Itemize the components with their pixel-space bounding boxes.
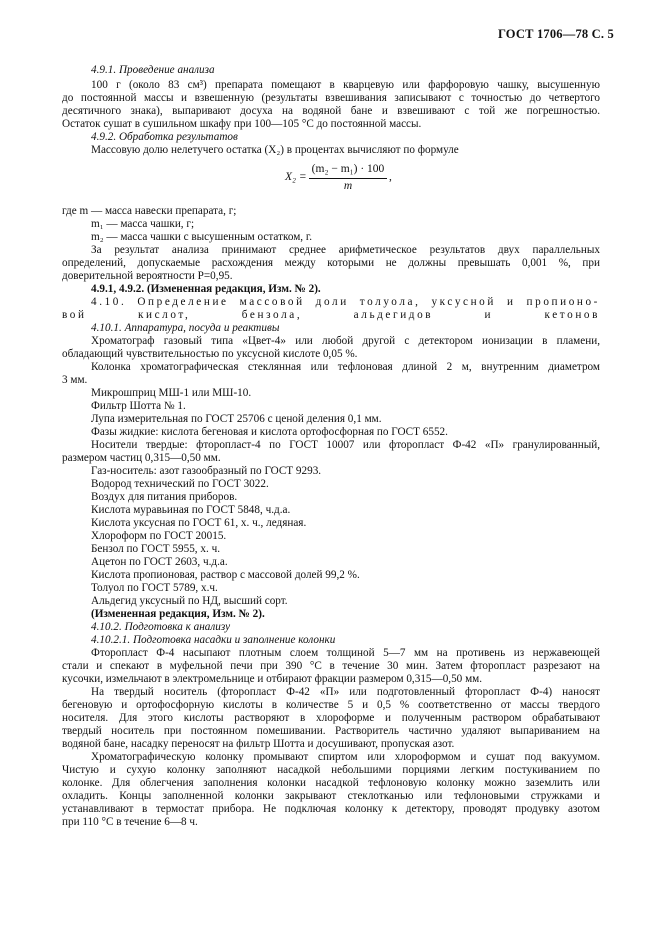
text-line: при 110 °С в течение 6—8 ч.	[62, 816, 198, 828]
text-line: Бензол по ГОСТ 5955, х. ч.	[91, 543, 221, 555]
text-line: 4.10.2. Подготовка к анализу	[91, 621, 231, 633]
text-line: Хроматограф газовый типа «Цвет-4» или любой другой с детектором ионизации в пламени,	[91, 335, 600, 347]
text-line: носителя. Для этого кислоты растворяют в хлороформе и полученным раствором обрабатывают	[62, 712, 600, 724]
text-line: до постоянной массы и взвешенную (результаты взвешивания записывают с точностью до четвертого	[62, 92, 600, 104]
text-line: Фторопласт Ф-4 насыпают плотным слоем толщиной 5—7 мм на противень из нержавеющей	[91, 647, 600, 659]
text-line: 4.10.2.1. Подготовка насадки и заполнение колонки	[91, 634, 336, 646]
text-line: 4.9.2. Обработка результатов	[91, 131, 238, 143]
formula-tail: ,	[389, 171, 392, 183]
text-line: 100 г (около 83 см³) препарата помещают в кварцевую или фарфоровую чашку, высушенную	[91, 79, 600, 91]
text-line: размером частиц 0,315—0,50 мм.	[62, 452, 221, 464]
text-line: Фазы жидкие: кислота бегеновая и кислота ортофосфорная по ГОСТ 6552.	[91, 426, 448, 438]
text-line: Остаток сушат в сушильном шкафу при 100—105 °С до постоянной массы.	[62, 118, 422, 130]
text-line: Массовую долю нелетучего остатка (X₂) в процентах вычисляют по формуле	[91, 144, 459, 156]
text-line: 3 мм.	[62, 374, 88, 386]
text-line: вой кислот, бензола, альдегидов и кетонов	[62, 309, 600, 321]
text-line: Чистую и сухую колонку заполняют насадкой небольшими порциями легким постукиванием по	[62, 764, 600, 776]
text-line: Хроматографическую колонку промывают спиртом или хлороформом и сушат под вакуумом.	[91, 751, 600, 763]
text-line: 4.9.1. Проведение анализа	[91, 64, 215, 76]
text-line: устанавливают в термостат прибора. Не подключая колонку к детектору, проводят продувку азотом	[62, 803, 600, 815]
text-line: Альдегид уксусный по НД, высший сорт.	[91, 595, 288, 607]
text-line: m₂ — масса чашки с высушенным остатком, г.	[91, 231, 313, 243]
text-line: Кислота уксусная по ГОСТ 61, х. ч., ледяная.	[91, 517, 307, 529]
formula-lhs: X₂ =	[285, 171, 307, 183]
text-line: охладить. Концы заполненной колонки закрывают стеклотканью или тефлоновыми стружками и	[62, 790, 600, 802]
text-line: Микрошприц МШ-1 или МШ-10.	[91, 387, 252, 399]
text-line: обладающий чувствительностью по уксусной кислоте 0,05 %.	[62, 348, 358, 360]
fraction-bar	[309, 178, 387, 179]
text-line: Кислота пропионовая, раствор с массовой долей 99,2 %.	[91, 569, 360, 581]
text-line: определений, допускаемые расхождения между которыми не должны превышать 0,001 %, при	[62, 257, 600, 269]
text-line: За результат анализа принимают среднее арифметическое результатов двух параллельных	[91, 244, 600, 256]
text-line: водяной бане, насадку переносят на фильтр Шотта и досушивают, пропуская азот.	[62, 738, 455, 750]
text-line: Лупа измерительная по ГОСТ 25706 с ценой деления 0,1 мм.	[91, 413, 382, 425]
text-line: десятичного знака), выпаривают досуха на водяной бане и взвешивают с той же погрешностью.	[62, 105, 600, 117]
text-line: колонке. Для облегчения заполнения колонки насадкой тефлоновую колонку можно заземлить или	[62, 777, 600, 789]
text-line: Хлороформ по ГОСТ 20015.	[91, 530, 227, 542]
text-line: Воздух для питания приборов.	[91, 491, 238, 503]
text-line: Толуол по ГОСТ 5789, х.ч.	[91, 582, 218, 594]
page-header: ГОСТ 1706—78 С. 5	[497, 27, 614, 41]
text-line: где m — масса навески препарата, г;	[62, 205, 237, 217]
text-line: m₁ — масса чашки, г;	[91, 218, 195, 230]
text-line: Газ-носитель: азот газообразный по ГОСТ 9293.	[91, 465, 322, 477]
formula	[285, 163, 405, 197]
text-line: стали и спекают в муфельной печи при 390 °С в течение 30 мин. Затем фторопласт разрезают на	[62, 660, 600, 672]
text-line: бегеновую и ортофосфорную кислоты в количестве 5 и 0,5 % соответственно от массы твердого	[62, 699, 600, 711]
text-line: (Измененная редакция, Изм. № 2).	[91, 608, 265, 620]
text-line: кусочки, измельчают в электромельнице и отбирают фракции размером 0,315—0,50 мм.	[62, 673, 483, 685]
formula-denominator: m	[343, 180, 353, 192]
text-line: На твердый носитель (фторопласт Ф-42 «П» или подготовленный фторопласт Ф-4) наносят	[91, 686, 600, 698]
text-line: твердый носитель при постоянном помешивании. Растворитель частично удаляют выпариванием на	[62, 725, 600, 737]
text-line: Ацетон по ГОСТ 2603, ч.д.а.	[91, 556, 228, 568]
text-line: Фильтр Шотта № 1.	[91, 400, 186, 412]
text-line: 4.10.1. Аппаратура, посуда и реактивы	[91, 322, 280, 334]
text-line: 4.10. Определение массовой доли толуола, уксусной и пропионо-	[91, 296, 600, 308]
text-line: Кислота муравьиная по ГОСТ 5848, ч.д.а.	[91, 504, 291, 516]
text-line: доверительной вероятности P=0,95.	[62, 270, 233, 282]
formula-numerator: (m₂ − m₁) · 100	[311, 163, 385, 175]
text-line: Колонка хроматографическая стеклянная или тефлоновая длиной 2 м, внутренним диаметром	[91, 361, 600, 373]
text-line: 4.9.1, 4.9.2. (Измененная редакция, Изм. № 2).	[91, 283, 321, 295]
text-line: Носители твердые: фторопласт-4 по ГОСТ 10007 или фторопласт Ф-42 «П» гранулированный,	[91, 439, 600, 451]
text-line: Водород технический по ГОСТ 3022.	[91, 478, 269, 490]
